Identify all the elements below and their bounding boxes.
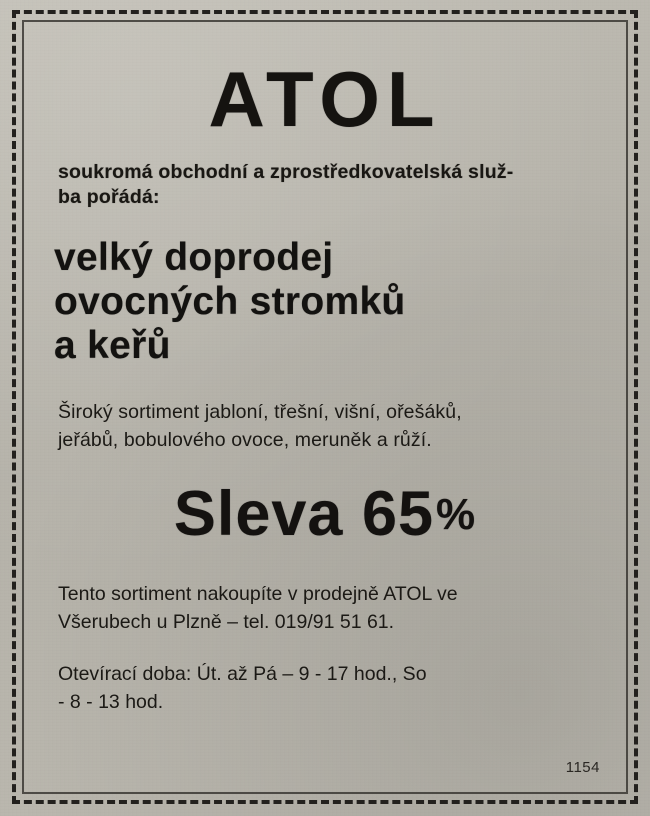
discount-label: Sleva 65 bbox=[173, 478, 435, 549]
ad-content bbox=[36, 34, 614, 782]
offer-headline-line-1: velký doprodej bbox=[54, 235, 334, 279]
opening-hours-line-1: Otevírací doba: Út. až Pá – 9 - 17 hod., So bbox=[58, 663, 427, 686]
offer-headline-line-3: a keřů bbox=[54, 324, 171, 368]
discount-percent-sign: % bbox=[436, 489, 477, 539]
offer-headline bbox=[54, 236, 614, 368]
offer-headline-line-2: ovocných stromků bbox=[54, 279, 406, 323]
opening-hours-line-2: - 8 - 13 hod. bbox=[58, 691, 164, 714]
store-location-line-1: Tento sortiment nakoupíte v prodejně ATOL ve bbox=[58, 582, 458, 605]
store-location-info bbox=[58, 580, 614, 637]
company-description-line-1: soukromá obchodní a zprostředkovatelská služ- bbox=[58, 161, 514, 183]
reference-number: 1154 bbox=[565, 759, 600, 776]
company-description-line-2: ba pořádá: bbox=[58, 185, 160, 208]
company-description bbox=[58, 160, 614, 210]
assortment-description bbox=[58, 398, 614, 455]
opening-hours-info bbox=[58, 660, 614, 717]
discount-banner bbox=[36, 478, 614, 549]
assortment-line-2: jeřábů, bobulového ovoce, meruněk a růží. bbox=[58, 429, 432, 452]
store-location-line-2: Všerubech u Plzně – tel. 019/91 51 61. bbox=[58, 610, 395, 633]
assortment-line-1: Široký sortiment jabloní, třešní, višní, ořešáků, bbox=[58, 401, 462, 424]
brand-title: ATOL bbox=[208, 55, 442, 143]
